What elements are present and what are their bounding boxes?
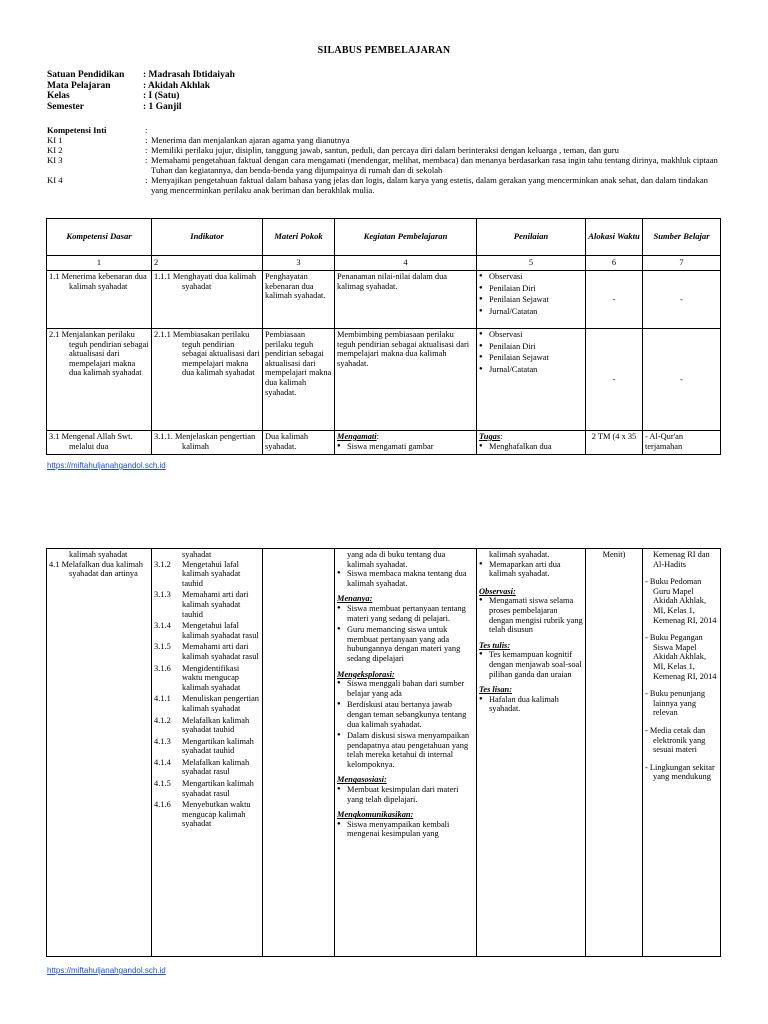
list-item: ● Berdiskusi atau bertanya jawab dengan teman sebangkunya tentang dua kalimah syahadat.	[347, 700, 474, 729]
info-value: : I (Satu)	[143, 91, 180, 101]
ki-text: Menerima dan menjalankan ajaran agama yang dianutnya	[151, 135, 350, 145]
info-value: : 1 Ganjil	[143, 101, 182, 112]
list-item: ● Membuat kesimpulan dari materi yang telah dipelajari.	[347, 785, 474, 804]
kd-cell: 2.1 Menjalankan perilaku teguh pendirian sebagai aktualisasi dari mempelajari makna dua kalimah syahadat	[47, 329, 152, 431]
indikator-text: Melafalkan kalimah syahadat tauhid	[182, 715, 250, 735]
header-cell: Kegiatan Pembelajaran	[335, 219, 477, 256]
list-item: - Lingkungan sekitar yang mendukung	[645, 762, 715, 782]
indikator-text: Memahami arti dari kalimah syahadat rasul	[182, 642, 259, 661]
ki-row: KI 2 : Memiliki perilaku jujur, disiplin, tanggung jawab, santun, peduli, dan percaya diri dalam berinteraksi dengan keluarga , teman, dan guru	[47, 145, 719, 155]
ki-label: KI 2	[47, 145, 63, 155]
indikator-item	[154, 737, 260, 756]
info-row	[47, 102, 235, 113]
indikator-cell: 1.1.1 Menghayati dua kalimah syahadat	[152, 271, 263, 329]
indikator-text: Mengartikan kalimah syahadat tauhid	[182, 736, 254, 756]
list-item: ● Siswa membuat pertanyaan tentang materi yang sedang di pelajari.	[347, 604, 474, 623]
list-item: ● Tes kemampuan kognitif dengan menjawab soal-soal pilihan ganda dan uraian	[489, 650, 583, 679]
list-item: ● Penilaian Sejawat	[489, 295, 583, 305]
indikator-cell: 2.1.1 Membiasakan perilaku teguh pendirian sebagai aktualisasi dari mempelajari makna dua kalimah syahadat	[152, 329, 263, 431]
list-item: ● Siswa menyampaikan kembali mengenai kesimpulan yang	[347, 820, 474, 839]
sumber-cell	[643, 549, 721, 957]
indikator-item	[154, 716, 260, 735]
ki-label: KI 1	[47, 135, 63, 145]
column-number: 3	[263, 256, 335, 271]
info-label: Semester	[47, 101, 84, 112]
materi-cell: Penghayatan kebenaran dua kalimah syahadat.	[263, 271, 335, 329]
section-heading: Tugas	[479, 432, 501, 441]
kegiatan-cell: Penanaman nilai-nilai dalam dua kalimag syahadat.	[335, 271, 477, 329]
kegiatan-cell: Mengamati: ● Siswa mengamati gambar	[335, 431, 477, 455]
indikator-number: 3.1.2	[154, 559, 171, 569]
column-number-row	[47, 256, 721, 271]
kd-cell: 3.1 Mengenal Allah Swt. melalui dua	[47, 431, 152, 455]
indikator-item	[154, 590, 260, 619]
indikator-number: 3.1.5	[154, 642, 171, 652]
info-row	[47, 81, 235, 92]
penilaian-cell	[477, 329, 586, 431]
header-cell: Alokasi Waktu	[586, 219, 643, 256]
ki-label: KI 4	[47, 175, 63, 185]
list-item: ● Siswa menggali bahan dari sumber belajar yang ada	[347, 679, 474, 698]
indikator-text: Melafalkan kalimah syahadat rasul	[182, 757, 250, 777]
indikator-item	[154, 560, 260, 589]
table-row	[47, 549, 721, 957]
website-link[interactable]: https://miftahuljanahgandol.sch.id	[47, 966, 166, 975]
indikator-text: Menuliskan pengertian kalimah syahadat	[182, 694, 259, 713]
indikator-cell	[152, 549, 263, 957]
list-item: ● Mengamati siswa selama proses pembelajaran dengan mengisi rubrik yang telah disusun	[489, 596, 583, 634]
list-item: Kemenag RI dan Al-Hadits	[653, 550, 710, 569]
indikator-item	[154, 779, 260, 798]
header-cell: Kompetensi Dasar	[47, 219, 152, 256]
info-row	[47, 91, 235, 102]
indikator-item	[154, 800, 260, 829]
section-heading: Mengamati	[337, 432, 377, 441]
alokasi-cell: 2 TM (4 x 35	[586, 431, 643, 455]
indikator-item	[154, 621, 260, 640]
sumber-cell: - Al-Qur'an terjamahan	[643, 431, 721, 455]
indikator-number: 4.1.3	[154, 736, 171, 746]
indikator-text: Menyebutkan waktu mengucap kalimah syahadat	[182, 800, 251, 829]
list-item: ● Penilaian Sejawat	[489, 353, 583, 363]
kegiatan-cell: Membimbing pembiasaan perilaku teguh pendirian sebagai aktualisasi dari mempelajari makna dua kalimah syahadat.	[335, 329, 477, 431]
info-label: Mata Pelajaran	[47, 80, 111, 91]
kd-cell: 1.1 Menerima kebenaran dua kalimah syahadat	[47, 271, 152, 329]
indikator-text: Memahami arti dari kalimah syahadat tauhid	[182, 590, 249, 619]
list-item: ● Observasi	[489, 330, 583, 340]
kegiatan-cell	[335, 549, 477, 957]
indikator-number: 3.1.3	[154, 590, 171, 600]
info-label: Satuan Pendidikan	[47, 70, 125, 80]
indikator-text: Mengidentifikasi waktu mengucap kalimah syahadat	[182, 663, 241, 692]
alokasi-cell: Menit)	[586, 549, 643, 957]
silabus-table-page-2	[46, 548, 721, 957]
indikator-number: 4.1.1	[154, 694, 171, 704]
column-number: 5	[477, 256, 586, 271]
indikator-number: 3.1.6	[154, 663, 171, 673]
header-row	[47, 219, 721, 256]
indikator-cell: 3.1.1. Menjelaskan pengertian kalimah	[152, 431, 263, 455]
list-item: - Buku penunjang lainnya yang relevan	[645, 689, 706, 718]
penilaian-cell	[477, 549, 586, 957]
list-item: ● Guru memancing siswa untuk membuat pertanyaan yang ada hubungannya dengan materi yang sedang dipelajari	[347, 625, 474, 663]
document-title: SILABUS PEMBELAJARAN	[317, 45, 451, 56]
list-item: ● Siswa membaca makna tentang dua kalimah syahadat.	[347, 569, 474, 588]
ki-row: KI 1 : Menerima dan menjalankan ajaran agama yang dianutnya	[47, 135, 719, 145]
materi-cell	[263, 549, 335, 957]
indikator-number: 3.1.4	[154, 621, 171, 631]
indikator-item	[154, 642, 260, 661]
list-item: ● Jurnal/Catatan	[489, 365, 583, 375]
list-item: ● Penilaian Diri	[489, 284, 583, 294]
indikator-number: 4.1.2	[154, 715, 171, 725]
section-heading: Mengasosiasi:	[337, 775, 387, 785]
list-item: yang ada di buku tentang dua kalimah syahadat.	[347, 550, 446, 569]
column-number: 1	[47, 256, 152, 271]
penilaian-cell: Tugas: ● Menghafalkan dua	[477, 431, 586, 455]
identity-block	[47, 70, 235, 112]
alokasi-cell: -	[586, 271, 643, 329]
section-heading: Menanya:	[337, 594, 373, 604]
indikator-number: 4.1.5	[154, 779, 171, 789]
indikator-text: Mengetahui lafal kalimah syahadat tauhid	[182, 559, 241, 588]
alokasi-cell: -	[586, 329, 643, 431]
section-heading: Observasi:	[479, 586, 516, 596]
sumber-cell: -	[643, 271, 721, 329]
indikator-item	[154, 550, 260, 560]
ki-text: Memiliki perilaku jujur, disiplin, tanggung jawab, santun, peduli, dan percaya diri dalam berinteraksi dengan keluarga , teman, dan guru	[151, 145, 619, 155]
list-item: ● Jurnal/Catatan	[489, 307, 583, 317]
section-heading: Tes lisan:	[479, 685, 512, 695]
info-row	[47, 70, 235, 81]
indikator-text: Mengartikan kalimah syahadat rasul	[182, 779, 254, 798]
list-item: - Media cetak dan elektronik yang sesuai materi	[645, 725, 706, 755]
materi-cell: Pembiasaan perilaku teguh pendirian sebagai aktualisasi dari mempelajari makna dua kalimah syahadat.	[263, 329, 335, 431]
column-number: 7	[643, 256, 721, 271]
section-heading: Mengkomunikasikan:	[337, 810, 414, 820]
website-link[interactable]: https://miftahuljanahgandol.sch.id	[47, 461, 166, 470]
list-item: ● Siswa mengamati gambar	[347, 442, 474, 452]
list-item: ● Penilaian Diri	[489, 342, 583, 352]
indikator-text: Mengetahui lafal kalimah syahadat rasul	[182, 621, 259, 640]
header-cell: Sumber Belajar	[643, 219, 721, 256]
indikator-number: 4.1.6	[154, 800, 171, 810]
indikator-item	[154, 694, 260, 713]
list-item: ● Menghafalkan dua	[489, 442, 583, 452]
indikator-number: 4.1.4	[154, 757, 171, 767]
info-value: : Madrasah Ibtidaiyah	[143, 70, 235, 80]
list-item: ● Memaparkan arti dua kalimah syahadat.	[489, 560, 583, 579]
ki-text: Menyajikan pengetahuan faktual dalam bahasa yang jelas dan logis, dalam karya yang estetis, dalam gerakan yang mencerminkan anak sehat, dan dalam tindakan yang mencerminkan perilaku anak beriman dan berakhlak mulia.	[151, 175, 708, 195]
header-cell: Penilaian	[477, 219, 586, 256]
indikator-text: syahadat	[182, 550, 212, 559]
column-number: 4	[335, 256, 477, 271]
ki-row: KI 4 : Menyajikan pengetahuan faktual dalam bahasa yang jelas dan logis, dalam karya yang estetis, dalam gerakan yang mencerminkan anak sehat, dan dalam tindakan yang mencerminkan perilaku anak beriman dan berakhlak mulia.	[47, 175, 719, 195]
info-label: Kelas	[47, 91, 70, 101]
table-row	[47, 271, 721, 329]
indikator-number	[154, 550, 182, 560]
silabus-table-page-1	[46, 218, 721, 455]
ki-heading: Kompetensi Inti	[47, 125, 107, 135]
ki-text: Memahami pengetahuan faktual dengan cara mengamati (mendengar, melihat, membaca) dan menanya berdasarkan rasa ingin tahu tentang dirinya, makhluk ciptaan Tuhan dan kegiatannya, dan benda-benda yang dijumpainya di rumah dan di sekolah	[151, 155, 718, 175]
list-item: - Buku Pedoman Guru Mapel Akidah Akhlak, MI, Kelas 1, Kemenag RI, 2014	[645, 577, 717, 625]
table-row	[47, 431, 721, 455]
section-heading: Tes tulis:	[479, 640, 511, 650]
column-number: 2	[152, 256, 263, 271]
section-heading: Mengeksplorasi:	[337, 669, 395, 679]
kompetensi-inti-block	[47, 125, 719, 195]
column-number: 6	[586, 256, 643, 271]
header-cell: Materi Pokok	[263, 219, 335, 256]
indikator-item	[154, 758, 260, 777]
header-cell: Indikator	[152, 219, 263, 256]
kd-cell: kalimah syahadat 4.1 Melafalkan dua kalimah syahadat dan artinya	[47, 549, 152, 957]
ki-row: KI 3 : Memahami pengetahuan faktual dengan cara mengamati (mendengar, melihat, membaca) dan menanya berdasarkan rasa ingin tahu tentang dirinya, makhluk ciptaan Tuhan dan kegiatannya, dan benda-benda yang dijumpainya di rumah dan di sekolah	[47, 155, 718, 175]
materi-cell: Dua kalimah syahadat.	[263, 431, 335, 455]
indikator-item	[154, 664, 260, 693]
ki-label: KI 3	[47, 155, 63, 165]
table-row	[47, 329, 721, 431]
sumber-cell: -	[643, 329, 721, 431]
list-item: kalimah syahadat.	[489, 550, 550, 559]
penilaian-cell	[477, 271, 586, 329]
ki-heading-row: Kompetensi Inti :	[47, 125, 148, 135]
list-item: - Buku Pegangan Siswa Mapel Akidah Akhlak, MI, Kelas 1, Kemenag RI, 2014	[645, 633, 717, 681]
list-item: ● Observasi	[489, 272, 583, 282]
list-item: ● Dalam diskusi siswa menyampaikan pendapatnya atau pengetahuan yang telah mereka ketahui di internal kelompoknya.	[347, 731, 474, 769]
list-item: ● Hafalan dua kalimah syahadat.	[489, 695, 583, 714]
info-value: : Akidah Akhlak	[143, 80, 211, 91]
